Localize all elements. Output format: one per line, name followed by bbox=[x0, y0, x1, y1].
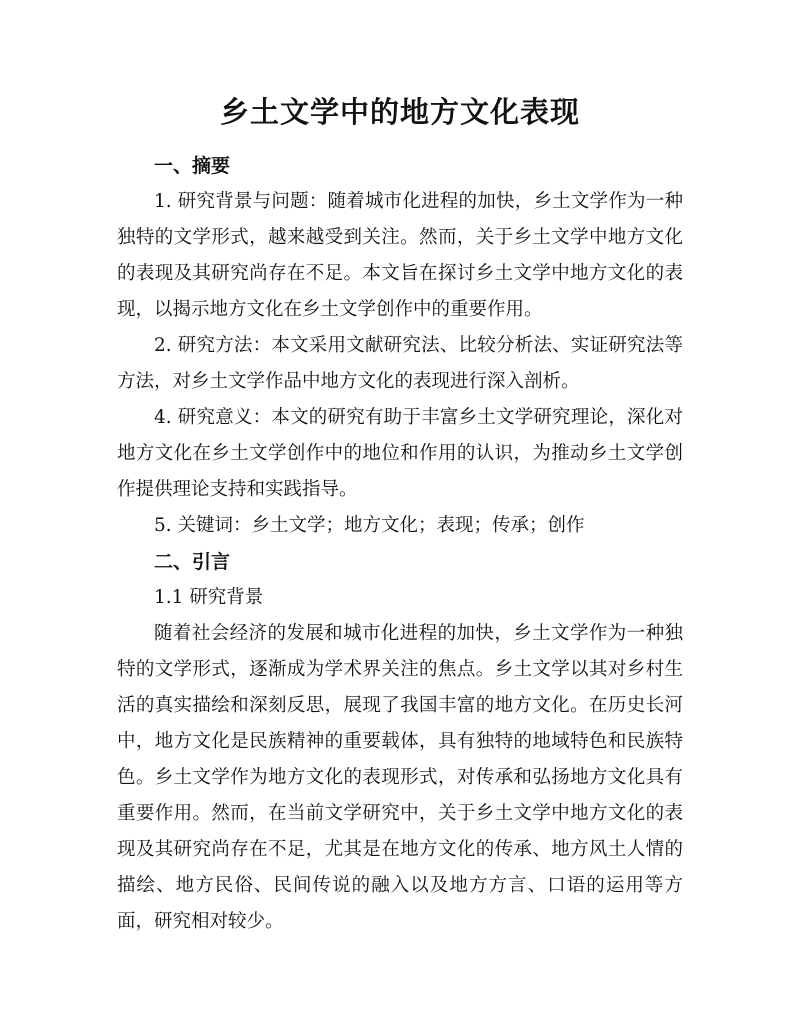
abstract-item-significance: 4. 研究意义：本文的研究有助于丰富乡土文学研究理论，深化对地方文化在乡土文学创作中的地位和作用的认识，为推动乡土文学创作提供理论支持和实践指导。 bbox=[117, 407, 683, 500]
document-body bbox=[117, 148, 683, 940]
abstract-item-method: 2. 研究方法：本文采用文献研究法、比较分析法、实证研究法等方法，对乡土文学作品中地方文化的表现进行深入剖析。 bbox=[117, 335, 683, 392]
introduction-subheading: 1.1 研究背景 bbox=[154, 587, 264, 608]
abstract-heading: 一、摘要 bbox=[154, 155, 231, 177]
introduction-heading: 二、引言 bbox=[154, 551, 231, 573]
introduction-paragraph: 随着社会经济的发展和城市化进程的加快，乡土文学作为一种独特的文学形式，逐渐成为学术界关注的焦点。乡土文学以其对乡村生活的真实描绘和深刻反思，展现了我国丰富的地方文化。在历史长河中，地方文化是民族精神的重要载体，具有独特的地域特色和民族特色。乡土文学作为地方文化的表现形式，对传承和弘扬地方文化具有重要作用。然而，在当前文学研究中，关于乡土文学中地方文化的表现及其研究尚存在不足，尤其是在地方文化的传承、地方风土人情的描绘、地方民俗、民间传说的融入以及地方方言、口语的运用等方面，研究相对较少。 bbox=[117, 623, 683, 932]
document-title: 乡土文学中的地方文化表现 bbox=[219, 95, 580, 129]
abstract-item-background: 1. 研究背景与问题：随着城市化进程的加快，乡土文学作为一种独特的文学形式，越来越受到关注。然而，关于乡土文学中地方文化的表现及其研究尚存在不足。本文旨在探讨乡土文学中地方文化的表现，以揭示地方文化在乡土文学创作中的重要作用。 bbox=[117, 191, 683, 320]
abstract-item-keywords: 5. 关键词：乡土文学；地方文化；表现；传承；创作 bbox=[154, 515, 585, 536]
